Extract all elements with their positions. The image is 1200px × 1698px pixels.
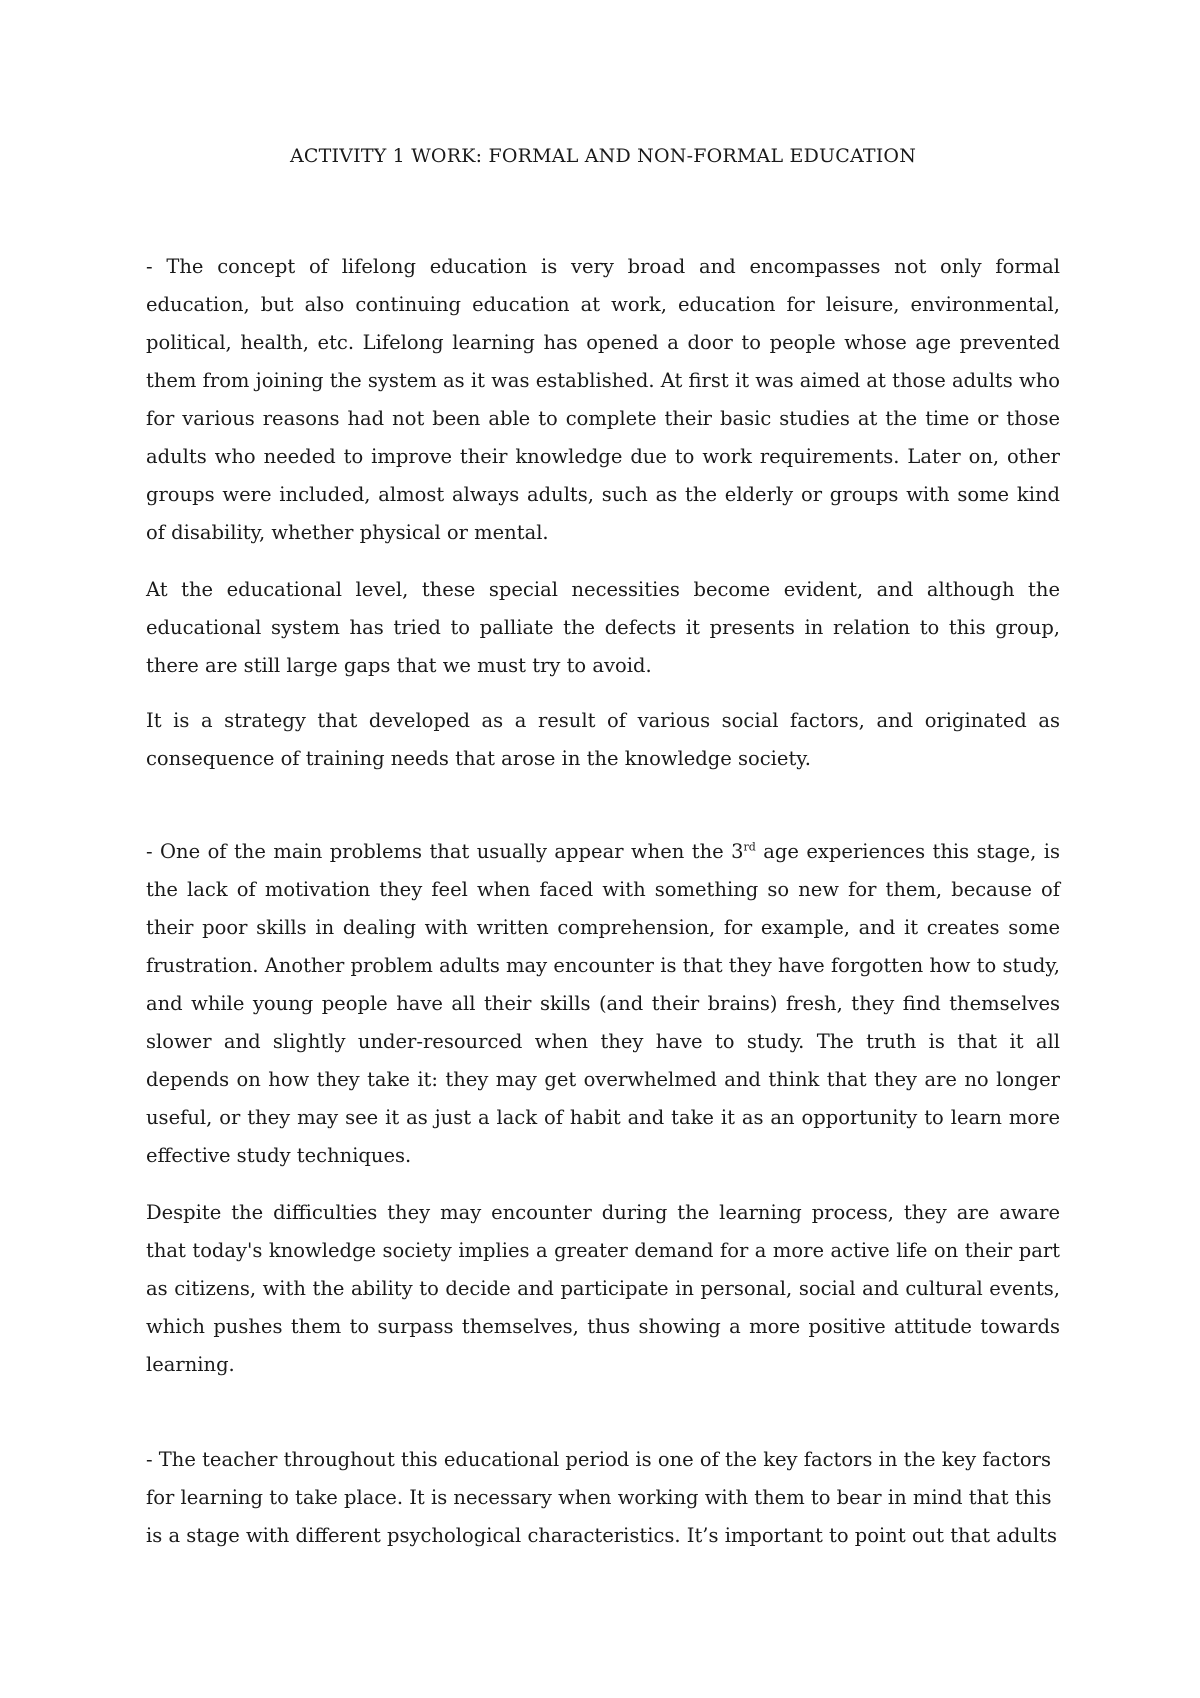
paragraph-strategy: It is a strategy that developed as a result of various social factors, and originated as consequence of training needs that arose in the knowledge society. [146,709,1060,770]
paragraph-main-problems [146,833,1060,1175]
paragraph-teacher: - The teacher throughout this educational period is one of the key factors in the key factors for learning to take place. It is necessary when working with them to bear in mind that this is a stage with different psychological characteristics. It’s important to point out that adults [146,1448,1057,1547]
document-title: ACTIVITY 1 WORK: FORMAL AND NON-FORMAL EDUCATION [289,145,917,167]
document-page [146,0,1060,1698]
paragraph-educational-level: At the educational level, these special necessities become evident, and although the educational system has tried to palliate the defects it presents in relation to this group, there are still large gaps that we must try to avoid. [146,578,1060,677]
paragraph-main-problems-rest: age experiences this stage, is the lack of motivation they feel when faced with something so new for them, because of their poor skills in dealing with written comprehension, for example, and it creates some frustration. Another problem adults may encounter is that they have forgotten how to study, and while young people have all their skills (and their brains) fresh, they find themselves slower and slightly under-resourced when they have to study. The truth is that it all depends on how they take it: they may get overwhelmed and think that they are no longer useful, or they may see it as just a lack of habit and take it as an opportunity to learn more effective study techniques. [146,840,1060,1167]
ordinal-suffix: rd [743,840,756,854]
paragraph-main-problems-start: - One of the main problems that usually appear when the 3 [146,840,744,863]
paragraph-difficulties: Despite the difficulties they may encounter during the learning process, they are aware that today's knowledge society implies a greater demand for a more active life on their part as citizens, with the ability to decide and participate in personal, social and cultural events, which pushes them to surpass themselves, thus showing a more positive attitude towards learning. [146,1201,1060,1376]
paragraph-lifelong-education: - The concept of lifelong education is very broad and encompasses not only formal education, but also continuing education at work, education for leisure, environmental, political, health, etc. Lifelong learning has opened a door to people whose age prevented them from joining the system as it was established. At first it was aimed at those adults who for various reasons had not been able to complete their basic studies at the time or those adults who needed to improve their knowledge due to work requirements. Later on, other groups were included, almost always adults, such as the elderly or groups with some kind of disability, whether physical or mental. [146,255,1060,544]
